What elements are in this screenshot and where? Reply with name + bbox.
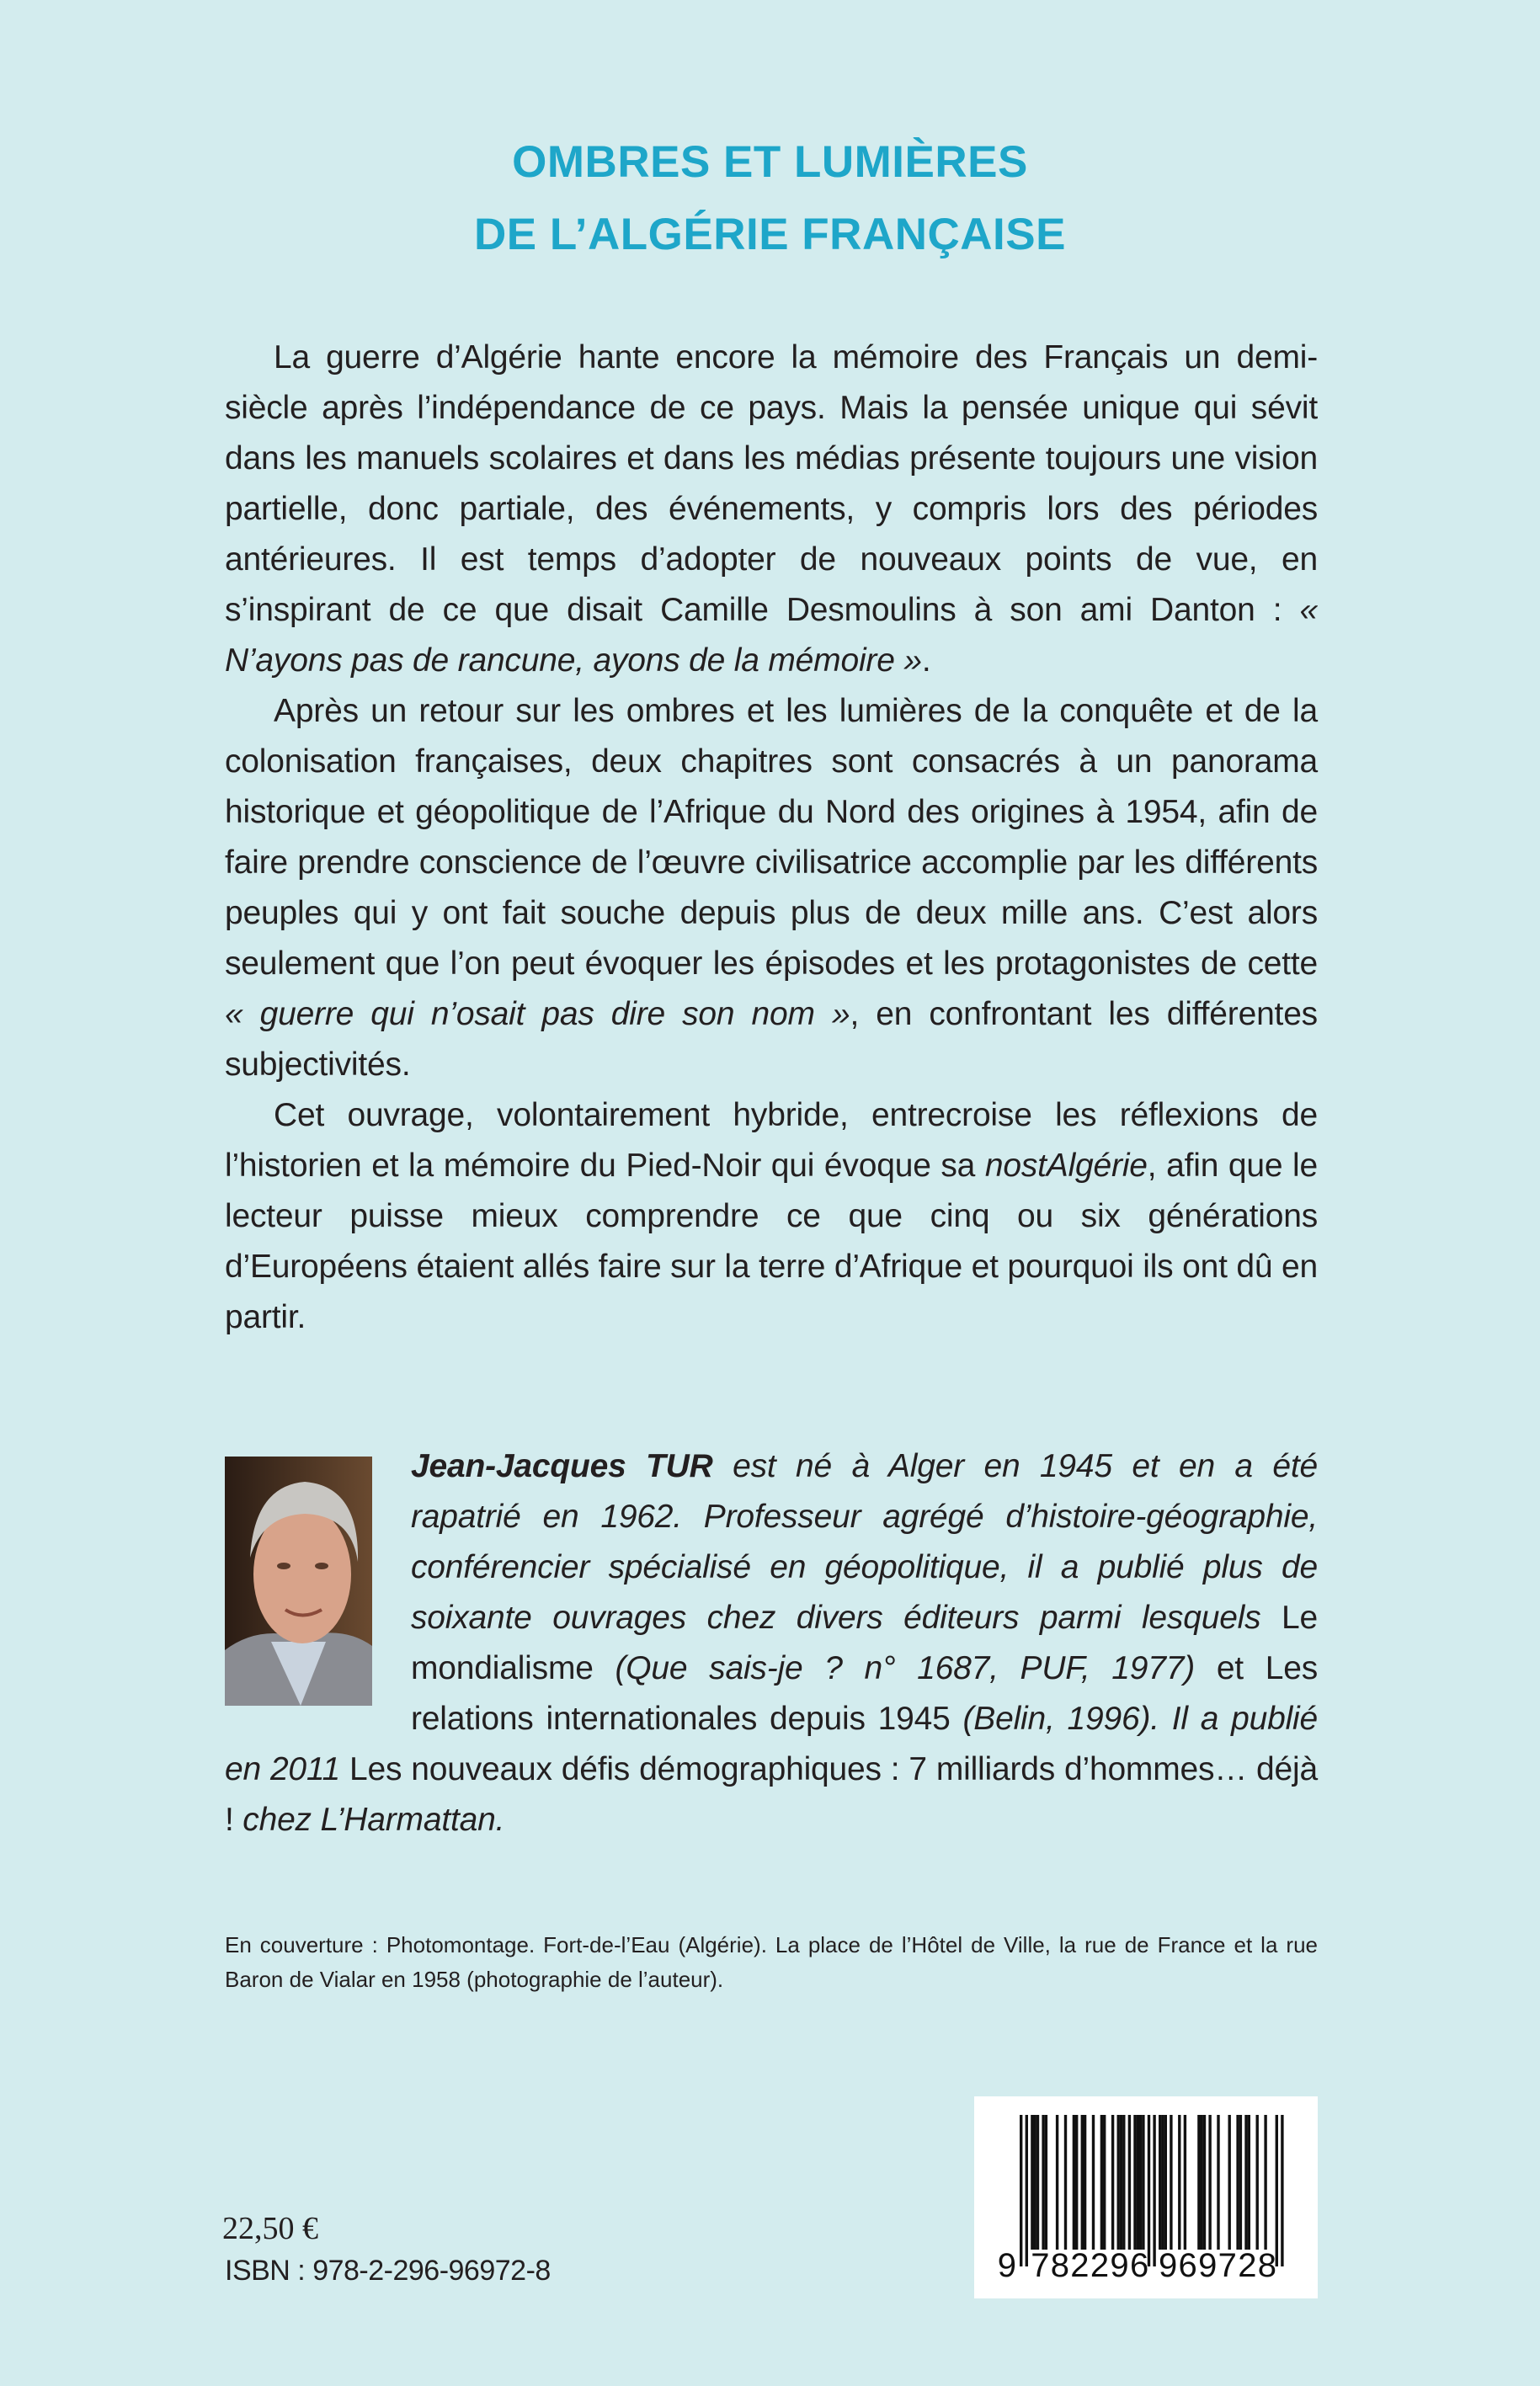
barcode-bar <box>1137 2115 1139 2250</box>
isbn: ISBN : 978-2-296-96972-8 <box>225 2255 551 2287</box>
barcode-digits: 782296 <box>1031 2247 1149 2284</box>
barcode-bar <box>1092 2115 1095 2250</box>
bio-segment: Les nouveaux défis démographiques : 7 milliards d’hommes… déjà ! <box>225 1751 1318 1838</box>
barcode-bar <box>1228 2115 1231 2250</box>
title-line-1: OMBRES ET LUMIÈRES <box>512 137 1028 187</box>
barcode-bar <box>1264 2115 1266 2250</box>
barcode-bar <box>1133 2115 1136 2250</box>
barcode-bar <box>1239 2115 1242 2250</box>
italic-text: « guerre qui n’osait pas dire son nom » <box>225 996 850 1032</box>
author-photo <box>225 1457 372 1706</box>
barcode-bar <box>1031 2115 1033 2250</box>
text-segment: Après un retour sur les ombres et les lumières de la conquête et de la colonisation françaises, deux chapitres sont consacrés à un panorama historique et géopolitique de l’Afrique du Nord des origines à 1954, afin de faire prendre conscience de l’œuvre civilisatrice accomplie par les différents peuples qui y ont fait souche depuis plus de deux mille ans. C’est alors seulement que l’on peut évoquer les épisodes et les protagonistes de cette <box>225 693 1318 982</box>
barcode-bar <box>1244 2115 1247 2250</box>
blurb-paragraph <box>225 333 1318 686</box>
barcode-bar <box>1111 2115 1114 2250</box>
barcode-bar <box>1197 2115 1200 2250</box>
barcode-bar <box>1117 2115 1120 2250</box>
text-segment: , en confrontant les différentes subjectivités. <box>225 996 1318 1083</box>
blurb-paragraph <box>225 686 1318 1090</box>
barcode-bar <box>1081 2115 1084 2250</box>
text-segment: , afin que le lecteur puisse mieux comprendre ce que cinq ou six générations d’Européens étaient allés faire sur la terre d’Afrique et pourquoi ils ont dû en partir. <box>225 1148 1318 1335</box>
italic-text: « N’ayons pas de rancune, ayons de la mémoire » <box>225 592 1318 679</box>
barcode-bar <box>1184 2115 1186 2250</box>
italic-text: nostAlgérie <box>984 1148 1148 1184</box>
barcode-bar <box>1236 2115 1239 2250</box>
barcode-bar <box>1148 2115 1150 2266</box>
barcode-bar <box>1208 2115 1211 2250</box>
barcode-bar <box>1164 2115 1167 2250</box>
book-title <box>0 126 1540 271</box>
barcode-bar <box>1045 2115 1047 2250</box>
cover-caption: En couverture : Photomontage. Fort-de-l’Eau (Algérie). La place de l’Hôtel de Ville, la rue de France et la rue Baron de Vialar en 1958 (photographie de l’auteur). <box>225 1932 1318 1992</box>
barcode-bar <box>1128 2115 1131 2250</box>
barcode-bar <box>1170 2115 1172 2250</box>
barcode-digits: 969728 <box>1159 2247 1276 2284</box>
barcode-bar <box>1178 2115 1180 2250</box>
price: 22,50 € <box>222 2211 318 2246</box>
blurb-paragraph <box>225 1090 1318 1343</box>
barcode-bar <box>1042 2115 1044 2250</box>
title-line-2: DE L’ALGÉRIE FRANÇAISE <box>473 210 1066 259</box>
barcode-bar <box>1142 2115 1144 2250</box>
bio-segment: est né à Alger en 1945 et en a été rapatrié en 1962. Professeur agrégé d’histoire-géographie, conférencier spécialisé en géopolitique, il a publié plus de soixante ouvrages chez divers éditeurs parmi lesquels <box>411 1448 1319 1636</box>
barcode-bar <box>1120 2115 1122 2250</box>
author-bio <box>225 1441 1318 1845</box>
barcode-bar <box>1159 2115 1161 2250</box>
barcode-bar <box>1103 2115 1106 2250</box>
barcode-bar <box>1217 2115 1219 2250</box>
barcode-bar <box>1034 2115 1036 2250</box>
barcode-bar <box>1075 2115 1078 2250</box>
bio-segment: chez L’Harmattan. <box>233 1802 505 1838</box>
barcode-bar <box>1064 2115 1067 2250</box>
bio-segment: Le mondialisme <box>411 1600 1318 1686</box>
barcode-bar <box>1276 2115 1278 2266</box>
barcode-bar <box>1036 2115 1039 2250</box>
bio-segment: (Que sais-je ? n° 1687, PUF, 1977) <box>593 1650 1217 1686</box>
barcode-bar <box>1100 2115 1103 2250</box>
text-segment: . <box>921 642 931 679</box>
barcode-bar <box>1056 2115 1058 2250</box>
barcode-bar <box>1248 2115 1250 2250</box>
barcode-bar <box>1161 2115 1164 2250</box>
text-segment: La guerre d’Algérie hante encore la mémoire des Français un demi-siècle après l’indépendance de ce pays. Mais la pensée unique qui sévit dans les manuels scolaires et dans les médias présente toujours une vision partielle, donc partiale, des événements, y compris lors des périodes antérieures. Il est temps d’adopter de nouveaux points de vue, en s’inspirant de ce que disait Camille Desmoulins à son ami Danton : <box>225 339 1318 628</box>
barcode-bar <box>1281 2115 1283 2266</box>
barcode-bar <box>1020 2115 1022 2266</box>
barcode-bar <box>1203 2115 1206 2250</box>
barcode-bar <box>1153 2115 1155 2266</box>
barcode-bar <box>1256 2115 1259 2250</box>
blurb <box>225 333 1318 1343</box>
barcode-bar <box>1139 2115 1142 2250</box>
barcode-bar <box>1073 2115 1075 2250</box>
barcode-bar <box>1122 2115 1125 2250</box>
barcode <box>974 2096 1318 2298</box>
text-segment: Cet ouvrage, volontairement hybride, entrecroise les réflexions de l’historien et la mémoire du Pied-Noir qui évoque sa <box>225 1097 1318 1184</box>
bio-segment: (Belin, 1996). Il a publié en 2011 <box>225 1701 1319 1787</box>
barcode-bar <box>1026 2115 1028 2266</box>
barcode-bar <box>1084 2115 1086 2250</box>
barcode-digits: 9 <box>997 2247 1016 2284</box>
bio-segment: et Les relations internationales depuis 1945 <box>411 1650 1318 1737</box>
barcode-bar <box>1201 2115 1203 2250</box>
author-name: Jean-Jacques TUR <box>411 1448 713 1484</box>
